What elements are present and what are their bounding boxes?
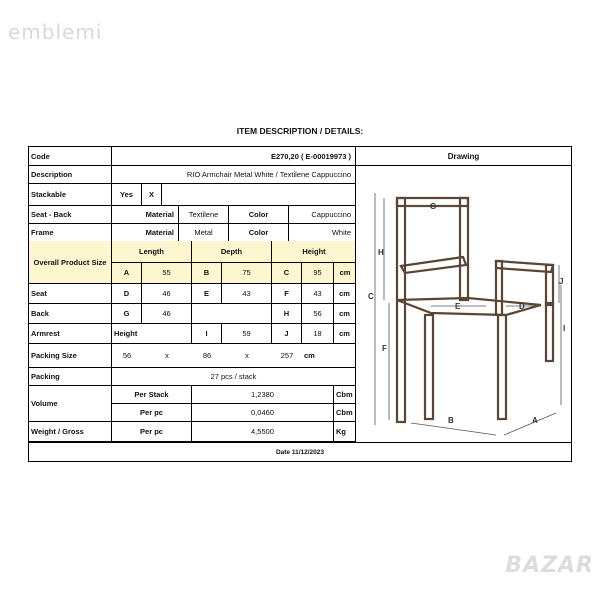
weight-label: Weight / Gross bbox=[29, 421, 112, 441]
volume-per-pc-value: 0,0460 bbox=[192, 403, 334, 421]
armrest-unit: cm bbox=[334, 323, 356, 343]
packing-label: Packing bbox=[29, 367, 112, 385]
row-stackable bbox=[29, 183, 356, 206]
armchair-diagram bbox=[356, 165, 571, 441]
seat-e-letter: E bbox=[192, 283, 222, 303]
length-header: Length bbox=[112, 241, 192, 262]
drawing-label-j: J bbox=[559, 277, 564, 286]
dim-b-letter: B bbox=[192, 262, 222, 283]
overall-size-label: Overall Product Size bbox=[29, 241, 112, 283]
drawing-label-g: G bbox=[430, 202, 437, 211]
back-empty bbox=[192, 303, 272, 323]
seat-d-value: 46 bbox=[142, 283, 192, 303]
watermark-top: emblemi bbox=[8, 20, 103, 44]
row-code bbox=[29, 147, 356, 166]
packing-size-unit: cm bbox=[302, 343, 356, 367]
row-packing bbox=[29, 367, 356, 386]
height-header: Height bbox=[302, 247, 326, 256]
volume-per-pc-label: Per pc bbox=[112, 403, 192, 421]
packing-size-v2: 86 bbox=[202, 350, 212, 360]
packing-size-v3: 257 bbox=[280, 350, 294, 360]
seat-unit: cm bbox=[334, 283, 356, 303]
stackable-label: Stackable bbox=[29, 183, 112, 205]
seat-f-letter: F bbox=[272, 283, 302, 303]
back-h-letter: H bbox=[272, 303, 302, 323]
dim-a-value: 55 bbox=[142, 262, 192, 283]
row-packing-size bbox=[29, 343, 356, 368]
packing-size-x2: x bbox=[245, 350, 249, 360]
frame-label: Frame bbox=[29, 223, 112, 241]
dim-b-value: 75 bbox=[222, 262, 272, 283]
back-label: Back bbox=[29, 303, 112, 323]
back-g-letter: G bbox=[112, 303, 142, 323]
armrest-i-value: 59 bbox=[222, 323, 272, 343]
frame-color-label: Color bbox=[229, 223, 289, 241]
drawing-label-f: F bbox=[382, 344, 387, 353]
back-g-value: 46 bbox=[142, 303, 192, 323]
row-description bbox=[29, 165, 356, 184]
code-value: E270,20 ( E-00019973 ) bbox=[112, 147, 356, 165]
drawing-label-a: A bbox=[532, 416, 538, 425]
seat-e-value: 43 bbox=[222, 283, 272, 303]
stackable-empty bbox=[162, 183, 356, 205]
row-armrest bbox=[29, 323, 356, 344]
dim-a-letter: A bbox=[112, 262, 142, 283]
drawing-label-i: I bbox=[563, 324, 566, 333]
weight-unit: Kg bbox=[336, 426, 346, 436]
drawing-label-d: D bbox=[519, 302, 525, 311]
back-unit: cm bbox=[334, 303, 356, 323]
seat-f-value: 43 bbox=[302, 283, 334, 303]
stackable-mark: X bbox=[142, 183, 162, 205]
row-back bbox=[29, 303, 356, 324]
stackable-yes: Yes bbox=[112, 183, 142, 205]
page-heading: ITEM DESCRIPTION / DETAILS: bbox=[236, 126, 364, 136]
frame-color: White bbox=[289, 223, 356, 241]
volume-label: Volume bbox=[29, 385, 112, 421]
back-h-value: 56 bbox=[302, 303, 334, 323]
seat-back-color-label: Color bbox=[229, 205, 289, 223]
frame-material: Metal bbox=[179, 223, 229, 241]
drawing-title: Drawing bbox=[356, 147, 571, 166]
packing-size-x1: x bbox=[165, 350, 169, 360]
dim-c-value: 95 bbox=[302, 262, 334, 283]
packing-size-v1: 56 bbox=[122, 350, 132, 360]
armrest-i-letter: I bbox=[192, 323, 222, 343]
code-label: Code bbox=[29, 147, 112, 165]
seat-back-material-label: Material bbox=[112, 205, 179, 223]
dim-unit: cm bbox=[339, 268, 351, 277]
watermark-bottom: BAZAR bbox=[505, 553, 594, 578]
row-weight bbox=[29, 421, 356, 441]
seat-back-label: Seat - Back bbox=[29, 205, 112, 223]
spec-sheet bbox=[28, 146, 572, 462]
weight-value: 4,5500 bbox=[192, 421, 334, 441]
dim-c-letter: C bbox=[272, 262, 302, 283]
row-frame bbox=[29, 223, 356, 242]
volume-per-stack-unit: Cbm bbox=[336, 389, 353, 399]
drawing-label-h: H bbox=[378, 248, 384, 257]
seat-d-letter: D bbox=[112, 283, 142, 303]
armrest-height-label: Height bbox=[112, 323, 192, 343]
row-overall-size bbox=[29, 241, 356, 284]
drawing-label-e: E bbox=[455, 302, 461, 311]
packing-size-label: Packing Size bbox=[29, 343, 112, 367]
chair-drawing bbox=[356, 165, 571, 441]
drawing-label-b: B bbox=[448, 416, 454, 425]
weight-per-pc-label: Per pc bbox=[112, 421, 192, 441]
volume-per-pc-unit: Cbm bbox=[336, 407, 353, 417]
armrest-j-letter: J bbox=[272, 323, 302, 343]
frame-material-label: Material bbox=[112, 223, 179, 241]
row-seat bbox=[29, 283, 356, 304]
seat-label: Seat bbox=[29, 283, 112, 303]
description-value: RIO Armchair Metal White / Textilene Cappuccino bbox=[112, 165, 356, 183]
date-stamp: Date 11/12/2023 bbox=[29, 442, 571, 461]
description-label: Description bbox=[29, 165, 112, 183]
armrest-j-value: 18 bbox=[302, 323, 334, 343]
seat-back-material: Textilene bbox=[179, 205, 229, 223]
armrest-label: Armrest bbox=[29, 323, 112, 343]
seat-back-color: Cappuccino bbox=[289, 205, 356, 223]
volume-per-stack-label: Per Stack bbox=[112, 385, 192, 403]
depth-header: Depth bbox=[192, 241, 272, 262]
row-seat-back bbox=[29, 205, 356, 224]
drawing-label-c: C bbox=[368, 292, 374, 301]
row-volume bbox=[29, 385, 356, 422]
packing-value: 27 pcs / stack bbox=[112, 367, 356, 385]
volume-per-stack-value: 1,2380 bbox=[192, 385, 334, 403]
